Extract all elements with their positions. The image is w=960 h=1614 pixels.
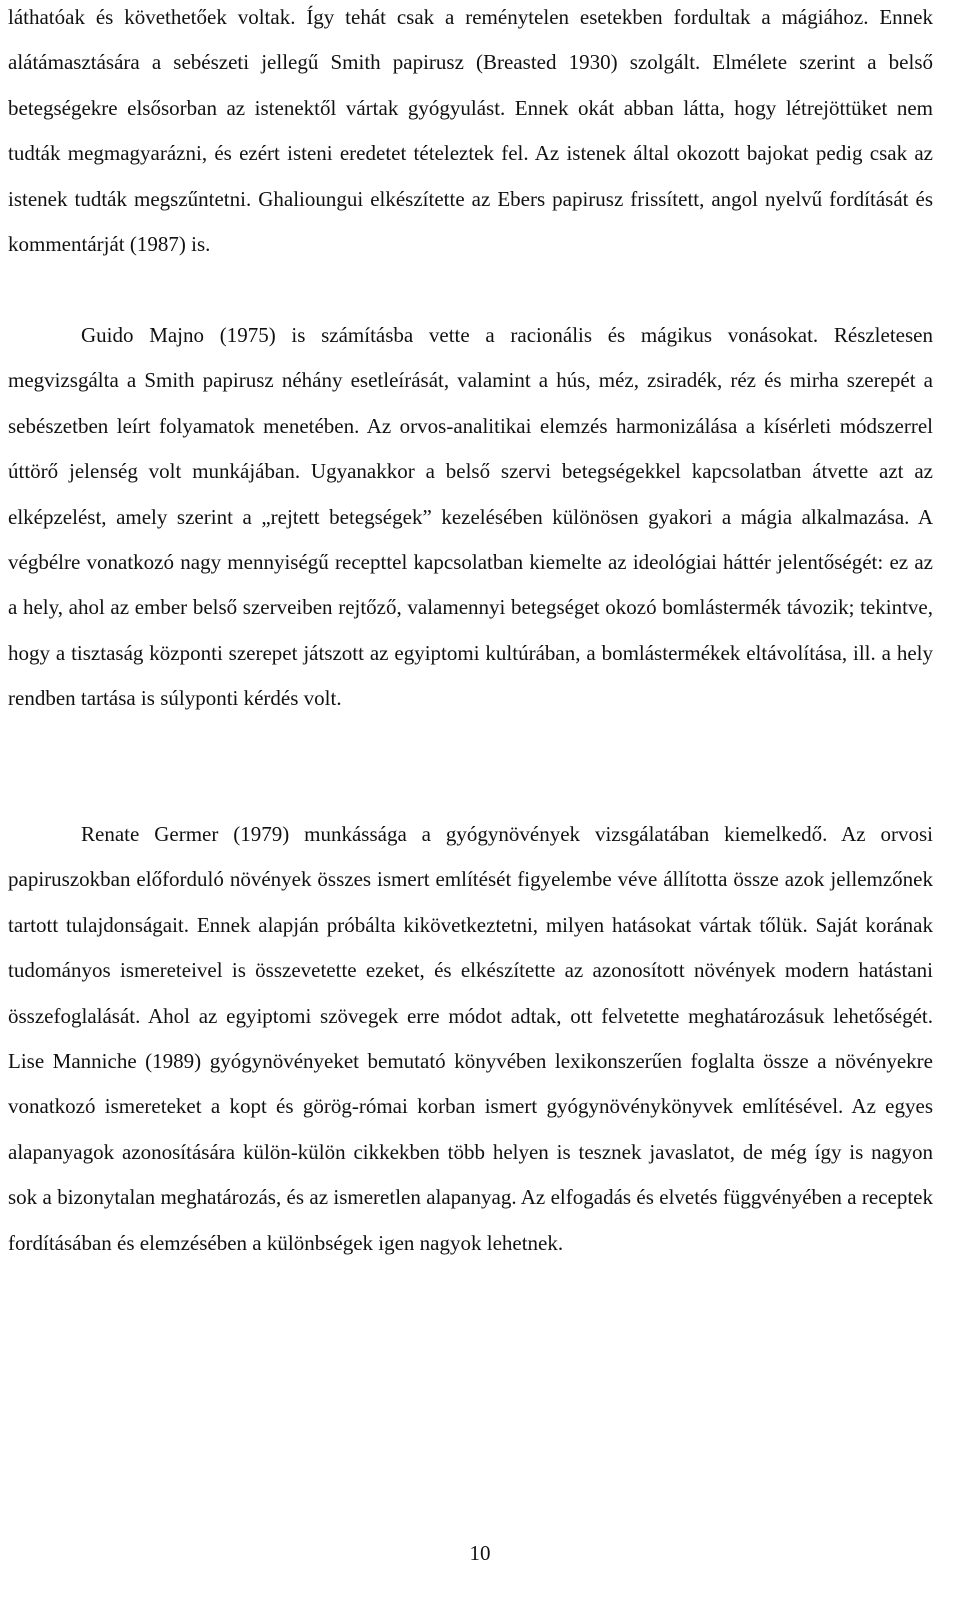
paragraph-continuation: láthatóak és követhetőek voltak. Így tehát csak a reménytelen esetekben fordultak a mágiához. Ennek alátámasztására a sebészeti jellegű Smith papirusz (Breasted 1930) szolgált. Elmélete szerint a belső betegségekre elsősorban az istenektől vártak gyógyulást. Ennek okát abban látta, hogy létrejöttüket nem tudták megmagyarázni, és ezért isteni eredetet tételeztek fel. Az istenek által okozott bajokat pedig csak az istenek tudták megszűntetni. Ghalioungui elkészítette az Ebers papirusz frissített, angol nyelvű fordítását és kommentárját (1987) is. — [8, 5, 933, 257]
page-number: 10 — [469, 1541, 491, 1565]
paragraph-renate-germer: Renate Germer (1979) munkássága a gyógynövények vizsgálatában kiemelkedő. Az orvosi papiruszokban előforduló növények összes ismert említését figyelembe véve állította össze azok jellemzőnek tartott tulajdonságait. Ennek alapján próbálta kikövetkeztetni, milyen hatásokat vártak tőlük. Saját korának tudományos ismereteivel is összevetette ezeket, és elkészítette az azonosított növények modern hatástani összefoglalását. Ahol az egyiptomi szövegek erre módot adtak, ott felvetette meghatározásuk lehetőségét. Lise Manniche (1989) gyógynövényeket bemutató könyvében lexikonszerűen foglalta össze a növényekre vonatkozó ismereteket a kopt és görög-római korban ismert gyógynövénykönyvek említésével. Az egyes alapanyagok azonosítására külön-külön cikkekben több helyen is tesznek javaslatot, de még így is nagyon sok a bizonytalan meghatározás, és az ismeretlen alapanyag. Az elfogadás és elvetés függvényében a receptek fordításában és elemzésében a különbségek igen nagyok lehetnek. — [8, 822, 933, 1255]
paragraph-guido-majno: Guido Majno (1975) is számításba vette a racionális és mágikus vonásokat. Részletesen megvizsgálta a Smith papirusz néhány esetleírását, valamint a hús, méz, zsiradék, réz és mirha szerepét a sebészetben leírt folyamatok menetében. Az orvos-analitikai elemzés harmonizálása a kísérleti módszerrel úttörő jelenség volt munkájában. Ugyanakkor a belső szervi betegségekkel kapcsolatban átvette azt az elképzelést, amely szerint a „rejtett betegségek” kezelésében különösen gyakori a mágia alkalmazása. A végbélre vonatkozó nagy mennyiségű recepttel kapcsolatban kiemelte az ideológiai háttér jelentőségét: ez az a hely, ahol az ember belső szerveiben rejtőző, valamennyi betegséget okozó bomlástermék távozik; tekintve, hogy a tisztaság központi szerepet játszott az egyiptomi kultúrában, a bomlástermékek eltávolítása, ill. a hely rendben tartása is súlyponti kérdés volt. — [8, 323, 933, 711]
